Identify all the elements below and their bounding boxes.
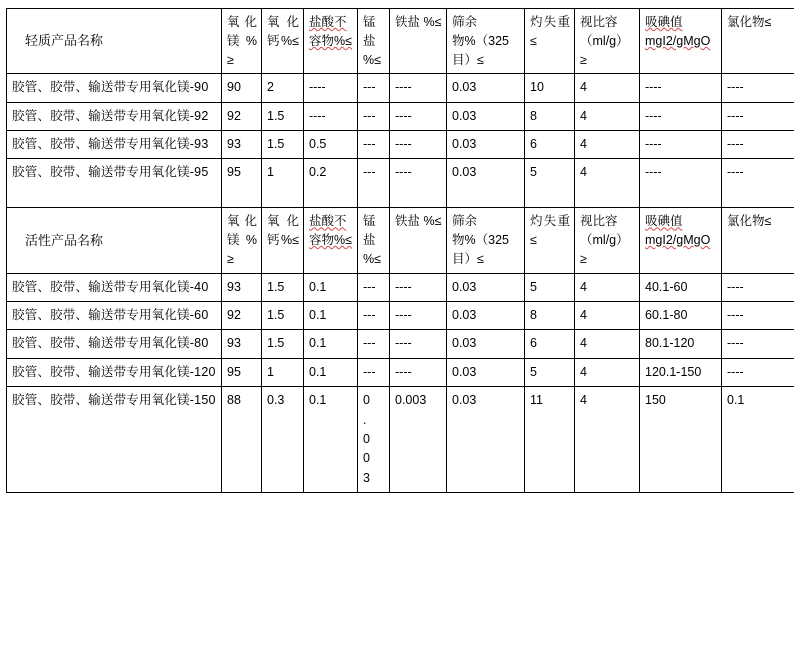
specification-table [6,8,794,493]
cell-chloride: ---- [722,273,794,301]
cell-iodine-value: 80.1-120 [640,330,722,358]
cell-loss-on-ignition: 11 [525,387,575,493]
cell-mgo: 95 [222,358,262,386]
cell-iron: ---- [390,131,447,159]
cell-manganese: --- [358,74,390,102]
cell-cao: 1.5 [262,273,304,301]
cell-manganese: --- [358,159,390,208]
cell-chloride: ---- [722,302,794,330]
col-header-chloride: 氯化物≤ [722,9,794,74]
table-row [7,74,794,102]
cell-hcl-insoluble: 0.1 [304,358,358,386]
cell-mgo: 93 [222,330,262,358]
cell-iodine-value: 150 [640,387,722,493]
cell-manganese: --- [358,131,390,159]
col-header-hcl-insoluble: 盐酸不容物%≤ [304,208,358,273]
table-row [7,302,794,330]
cell-mgo: 93 [222,273,262,301]
cell-manganese: --- [358,273,390,301]
cell-hcl-insoluble: 0.1 [304,302,358,330]
cell-apparent-volume: 4 [575,302,640,330]
cell-cao: 2 [262,74,304,102]
cell-manganese: --- [358,330,390,358]
cell-hcl-insoluble: 0.5 [304,131,358,159]
cell-mgo: 88 [222,387,262,493]
cell-loss-on-ignition: 5 [525,159,575,208]
cell-iron: 0.003 [390,387,447,493]
cell-cao: 1.5 [262,102,304,130]
cell-apparent-volume: 4 [575,330,640,358]
cell-manganese: --- [358,358,390,386]
cell-sieve-residue: 0.03 [447,302,525,330]
cell-cao: 1.5 [262,330,304,358]
col-header-cao: 氧化钙%≤ [262,208,304,273]
table-row [7,358,794,386]
cell-chloride: ---- [722,330,794,358]
cell-iodine-value: 60.1-80 [640,302,722,330]
cell-mgo: 93 [222,131,262,159]
product-name: 胶管、胶带、输送带专用氧化镁-60 [7,302,222,330]
cell-sieve-residue: 0.03 [447,159,525,208]
cell-chloride: ---- [722,74,794,102]
cell-manganese [358,387,390,493]
col-header-manganese: 锰盐%≤ [358,208,390,273]
col-header-iodine-value: 吸碘值mgI2/gMgO [640,9,722,74]
light-section-header-row [7,9,794,74]
cell-apparent-volume: 4 [575,102,640,130]
cell-sieve-residue: 0.03 [447,358,525,386]
col-header-hcl-insoluble: 盐酸不容物%≤ [304,9,358,74]
cell-sieve-residue: 0.03 [447,102,525,130]
table-row [7,131,794,159]
cell-hcl-insoluble: 0.1 [304,330,358,358]
product-name: 胶管、胶带、输送带专用氧化镁-40 [7,273,222,301]
table-row [7,387,794,493]
cell-chloride: ---- [722,159,794,208]
cell-iron: ---- [390,74,447,102]
cell-apparent-volume: 4 [575,273,640,301]
active-section-header-row [7,208,794,273]
cell-sieve-residue: 0.03 [447,330,525,358]
cell-apparent-volume: 4 [575,358,640,386]
product-name: 胶管、胶带、输送带专用氧化镁-120 [7,358,222,386]
cell-cao: 1 [262,159,304,208]
cell-hcl-insoluble: ---- [304,102,358,130]
col-header-chloride: 氯化物≤ [722,208,794,273]
cell-apparent-volume: 4 [575,159,640,208]
cell-iron: ---- [390,159,447,208]
cell-hcl-insoluble: 0.2 [304,159,358,208]
col-header-loss-on-ignition: 灼失重≤ [525,208,575,273]
cell-apparent-volume: 4 [575,131,640,159]
cell-mgo: 90 [222,74,262,102]
cell-loss-on-ignition: 5 [525,358,575,386]
cell-loss-on-ignition: 6 [525,330,575,358]
cell-iron: ---- [390,358,447,386]
cell-cao: 1.5 [262,302,304,330]
cell-cao: 1 [262,358,304,386]
cell-mgo: 92 [222,102,262,130]
cell-iodine-value: 120.1-150 [640,358,722,386]
cell-iron: ---- [390,102,447,130]
light-section-name-header: 轻质产品名称 [7,9,222,74]
col-header-sieve-residue: 筛余物%（325目）≤ [447,208,525,273]
cell-loss-on-ignition: 8 [525,102,575,130]
cell-sieve-residue: 0.03 [447,131,525,159]
product-name: 胶管、胶带、输送带专用氧化镁-92 [7,102,222,130]
cell-sieve-residue: 0.03 [447,273,525,301]
col-header-apparent-volume: 视比容（ml/g）≥ [575,9,640,74]
cell-iodine-value: 40.1-60 [640,273,722,301]
cell-manganese: --- [358,302,390,330]
cell-loss-on-ignition: 8 [525,302,575,330]
cell-chloride: ---- [722,358,794,386]
cell-hcl-insoluble: ---- [304,74,358,102]
cell-sieve-residue: 0.03 [447,387,525,493]
product-name: 胶管、胶带、输送带专用氧化镁-80 [7,330,222,358]
cell-sieve-residue: 0.03 [447,74,525,102]
col-header-sieve-residue: 筛余物%（325目）≤ [447,9,525,74]
cell-iron: ---- [390,273,447,301]
product-name: 胶管、胶带、输送带专用氧化镁-95 [7,159,222,208]
cell-loss-on-ignition: 10 [525,74,575,102]
cell-mgo: 92 [222,302,262,330]
col-header-mgo: 氧化镁%≥ [222,9,262,74]
cell-cao: 1.5 [262,131,304,159]
col-header-loss-on-ignition: 灼失重≤ [525,9,575,74]
cell-manganese: --- [358,102,390,130]
cell-iodine-value: ---- [640,159,722,208]
col-header-iron: 铁盐 %≤ [390,208,447,273]
cell-apparent-volume: 4 [575,387,640,493]
product-name: 胶管、胶带、输送带专用氧化镁-90 [7,74,222,102]
cell-chloride: ---- [722,102,794,130]
table-row [7,273,794,301]
cell-chloride: ---- [722,131,794,159]
table-row [7,159,794,208]
col-header-mgo: 氧化镁%≥ [222,208,262,273]
cell-cao: 0.3 [262,387,304,493]
cell-iron: ---- [390,330,447,358]
cell-hcl-insoluble: 0.1 [304,387,358,493]
active-section-name-header: 活性产品名称 [7,208,222,273]
col-header-iron: 铁盐 %≤ [390,9,447,74]
cell-mgo: 95 [222,159,262,208]
cell-apparent-volume: 4 [575,74,640,102]
cell-iodine-value: ---- [640,74,722,102]
col-header-manganese: 锰盐%≤ [358,9,390,74]
cell-hcl-insoluble: 0.1 [304,273,358,301]
table-row [7,102,794,130]
table-row [7,330,794,358]
cell-manganese-value: 0.003 [363,393,370,485]
cell-iodine-value: ---- [640,102,722,130]
col-header-iodine-value: 吸碘值mgI2/gMgO [640,208,722,273]
cell-chloride: 0.1 [722,387,794,493]
cell-loss-on-ignition: 5 [525,273,575,301]
product-name: 胶管、胶带、输送带专用氧化镁-93 [7,131,222,159]
col-header-apparent-volume: 视比容（ml/g）≥ [575,208,640,273]
product-name: 胶管、胶带、输送带专用氧化镁-150 [7,387,222,493]
cell-iron: ---- [390,302,447,330]
cell-iodine-value: ---- [640,131,722,159]
cell-loss-on-ignition: 6 [525,131,575,159]
col-header-cao: 氧化钙%≤ [262,9,304,74]
